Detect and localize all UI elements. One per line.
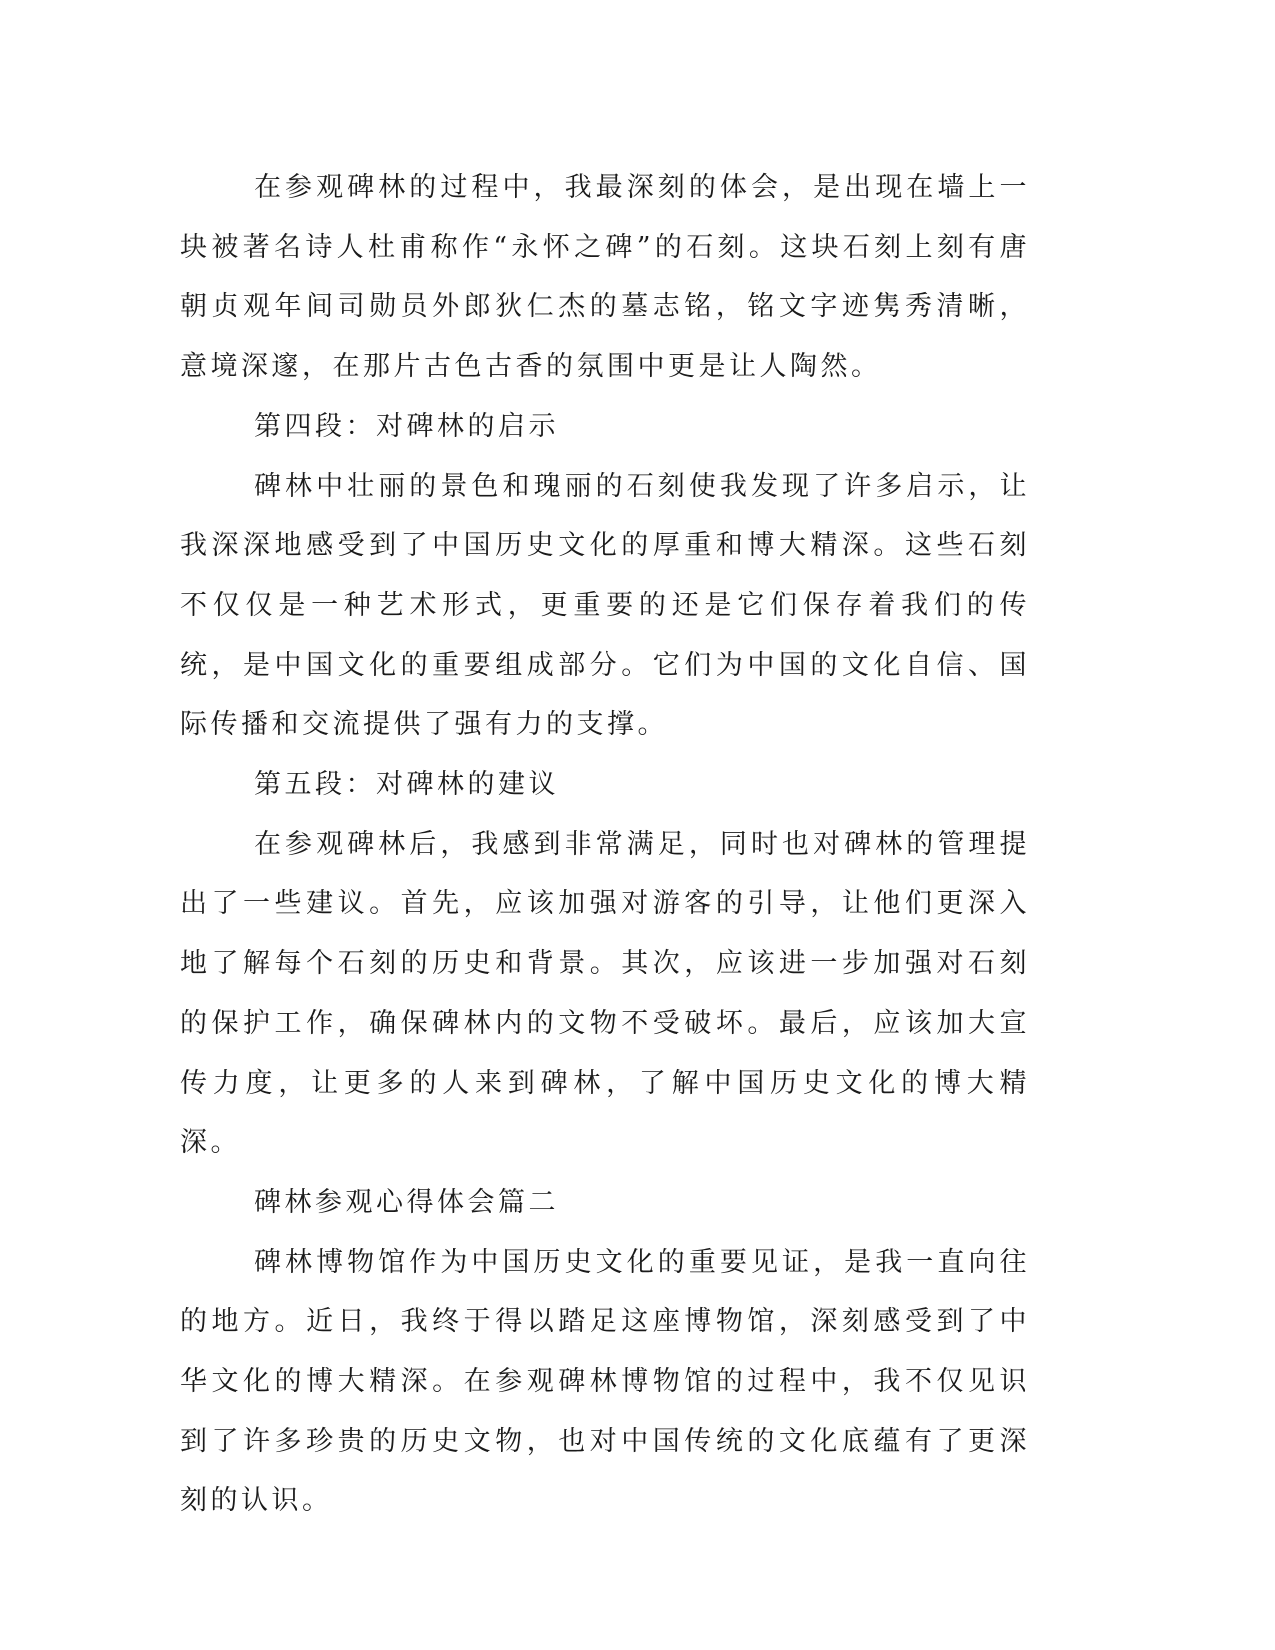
paragraph-museum-intro: 碑林博物馆作为中国历史文化的重要见证，是我一直向往的地方。近日，我终于得以踏足这座博物馆，深刻感受到了中华文化的博大精深。在参观碑林博物馆的过程中，我不仅见识到了许多珍贵的历史文物，也对中国传统的文化底蕴有了更深刻的认识。 — [180, 1246, 1030, 1517]
document-body — [180, 158, 1030, 1531]
paragraph-suggestions: 在参观碑林后，我感到非常满足，同时也对碑林的管理提出了一些建议。首先，应该加强对游客的引导，让他们更深入地了解每个石刻的历史和背景。其次，应该进一步加强对石刻的保护工作，确保碑林内的文物不受破坏。最后，应该加大宣传力度，让更多的人来到碑林，了解中国历史文化的博大精深。 — [180, 828, 1030, 1159]
section-heading-four: 第四段：对碑林的启示 — [254, 410, 559, 442]
section-heading-five: 第五段：对碑林的建议 — [254, 769, 559, 801]
paragraph-stele-memory: 在参观碑林的过程中，我最深刻的体会，是出现在墙上一块被著名诗人杜甫称作“永怀之碑”的石刻。这块石刻上刻有唐朝贞观年间司勋员外郎狄仁杰的墓志铭，铭文字迹隽秀清晰，意境深邃，在那片古色古香的氛围中更是让人陶然。 — [180, 172, 1030, 383]
paragraph-inspiration: 碑林中壮丽的景色和瑰丽的石刻使我发现了许多启示，让我深深地感受到了中国历史文化的厚重和博大精深。这些石刻不仅仅是一种艺术形式，更重要的还是它们保存着我们的传统，是中国文化的重要组成部分。它们为中国的文化自信、国际传播和交流提供了强有力的支撑。 — [180, 470, 1030, 741]
article-two-title: 碑林参观心得体会篇二 — [254, 1186, 559, 1218]
